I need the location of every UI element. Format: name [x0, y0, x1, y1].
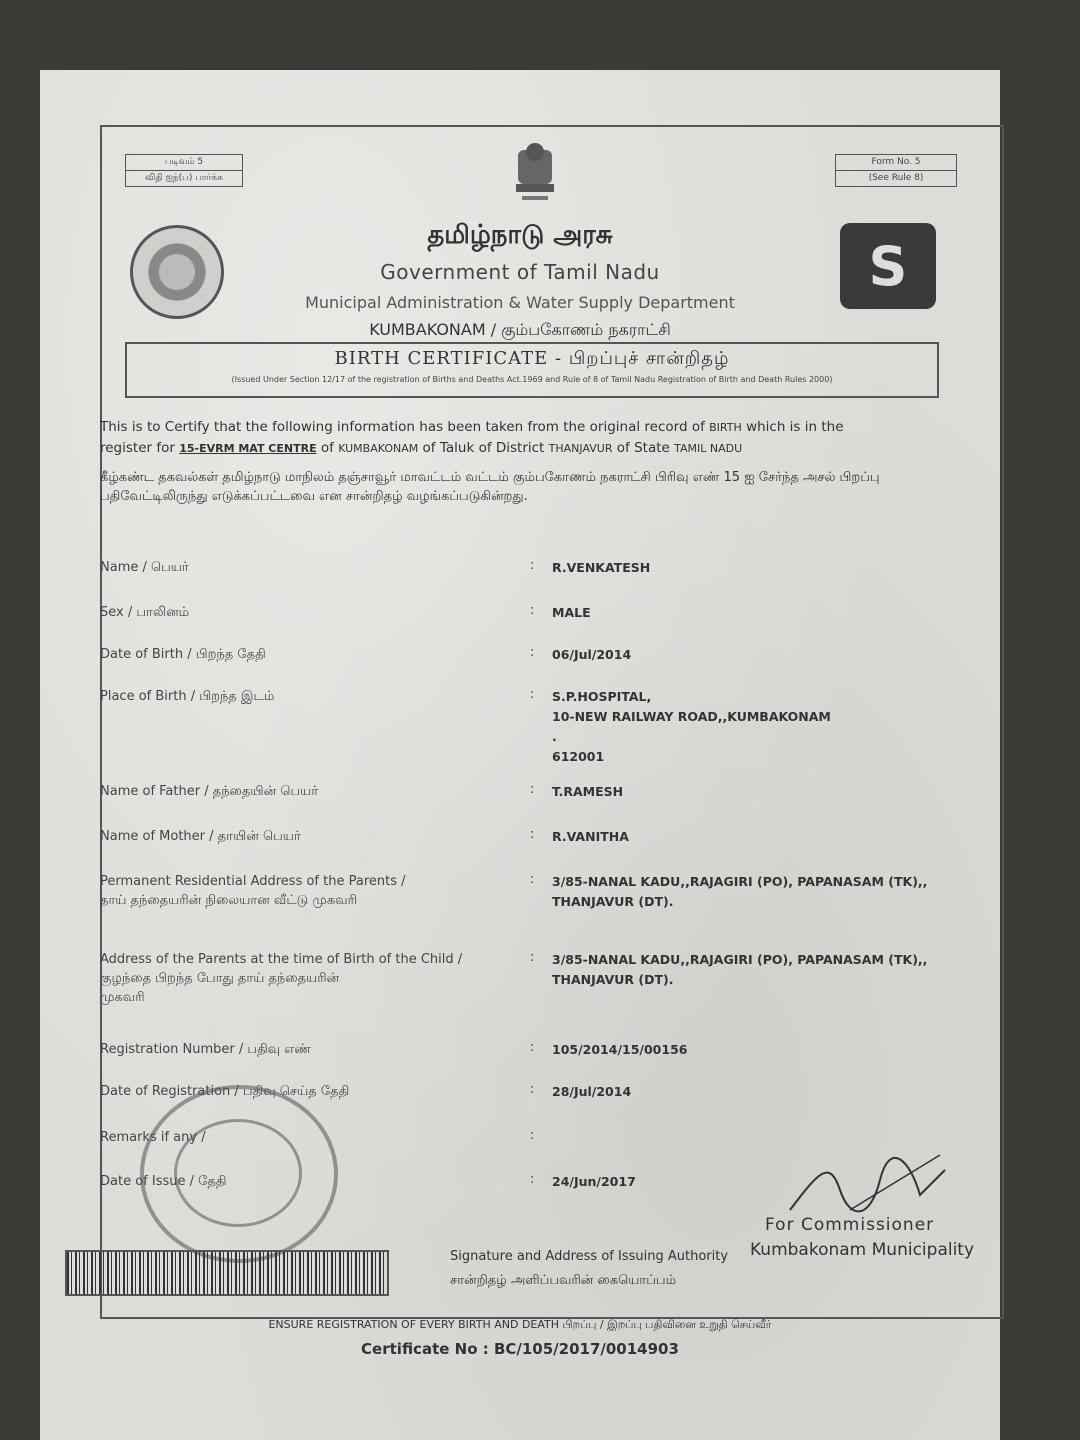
certificate-paper	[40, 70, 1000, 1440]
town: KUMBAKONAM	[338, 442, 419, 455]
field-colon: :	[530, 645, 535, 660]
field-value: 24/Jun/2017	[552, 1174, 636, 1189]
field-label: Registration Number / பதிவு எண்	[100, 1042, 311, 1057]
form-rule: (See Rule 8)	[868, 173, 924, 183]
district: THANJAVUR	[548, 442, 613, 455]
for-commissioner: For Commissioner	[765, 1215, 935, 1235]
field-value: S.P.HOSPITAL, 10-NEW RAILWAY ROAD,,KUMBAKONAM . 612001	[552, 689, 831, 764]
signature-icon	[780, 1150, 950, 1220]
field-colon: :	[530, 687, 535, 702]
municipal-department-logo: S	[840, 223, 936, 309]
register-centre: 15-EVRM MAT CENTRE	[179, 442, 317, 455]
certificate-title: BIRTH CERTIFICATE - பிறப்புச் சான்றிதழ்	[334, 348, 730, 369]
field-colon: :	[530, 1128, 535, 1143]
form-number: Form No. 5	[836, 155, 956, 171]
intro-text: of Taluk	[422, 440, 475, 456]
field-label: Date of Registration / பதிவு செய்த தேதி	[100, 1084, 350, 1099]
intro-text: of District	[478, 440, 545, 456]
barcode	[65, 1250, 389, 1296]
field-colon: :	[530, 872, 535, 887]
field-label: Place of Birth / பிறந்த இடம்	[100, 689, 275, 704]
issuing-municipality: Kumbakonam Municipality	[750, 1240, 975, 1260]
field-label: Name of Mother / தாயின் பெயர்	[100, 829, 301, 844]
intro-text: of	[320, 440, 334, 456]
municipal-council-stamp-icon	[140, 1085, 338, 1263]
header-tamil: தமிழ்நாடு அரசு	[427, 220, 613, 250]
field-colon: :	[530, 558, 535, 573]
intro-tamil: கீழ்கண்ட தகவல்கள் தமிழ்நாடு மாநிலம் தஞ்சாவூர் மாவட்டம் வட்டம் கும்பகோணம் நகராட்சி பிரிவு எண் 15 ஐ சேர்ந்த அசல் பிறப்பு பதிவேட்டிலிருந்து எடுக்கப்பட்டவை என சான்றிதழ் வழங்கப்படுகின்றது.	[100, 470, 880, 504]
field-colon: :	[530, 782, 535, 797]
field-value: 3/85-NANAL KADU,,RAJAGIRI (PO), PAPANASAM (TK),, THANJAVUR (DT).	[552, 874, 928, 909]
field-colon: :	[530, 827, 535, 842]
field-colon: :	[530, 1040, 535, 1055]
field-label: Date of Birth / பிறந்த தேதி	[100, 647, 266, 662]
field-label: Name of Father / தந்தையின் பெயர்	[100, 784, 319, 799]
header-department: Municipal Administration & Water Supply Department	[305, 293, 735, 312]
field-colon: :	[530, 950, 535, 965]
field-colon: :	[530, 1172, 535, 1187]
field-value: 3/85-NANAL KADU,,RAJAGIRI (PO), PAPANASAM (TK),, THANJAVUR (DT).	[552, 952, 928, 987]
field-label: Date of Issue / தேதி	[100, 1174, 227, 1189]
intro-english	[100, 417, 890, 459]
state: TAMIL NADU	[674, 442, 743, 455]
intro-text: which is in the register for	[100, 419, 844, 456]
field-label: Remarks if any /	[100, 1130, 206, 1145]
footer-ensure-registration: ENSURE REGISTRATION OF EVERY BIRTH AND DEATH பிறப்பு / இறப்பு பதிவினை உறுதி செய்வீர்	[268, 1318, 772, 1331]
certificate-title-box	[125, 342, 939, 398]
field-colon: :	[530, 1082, 535, 1097]
field-value: 105/2014/15/00156	[552, 1042, 688, 1057]
field-label: Sex / பாலினம்	[100, 605, 190, 620]
field-value: R.VENKATESH	[552, 560, 651, 575]
field-value: T.RAMESH	[552, 784, 624, 799]
certificate-subtitle: (Issued Under Section 12/17 of the registration of Births and Deaths Act.1969 and Rule of 8 of Tamil Nadu Registration of Birth and Death Rules 2000)	[231, 375, 833, 384]
record-type: BIRTH	[709, 421, 742, 434]
form-box-line: படிவம் 5	[126, 155, 242, 171]
signature-label: Signature and Address of Issuing Authority	[450, 1249, 729, 1264]
field-label: Permanent Residential Address of the Parents / தாய் தந்தையரின் நிலையான வீட்டு முகவரி	[100, 874, 406, 908]
signature-label-tamil: சான்றிதழ் அளிப்பவரின் கையொப்பம்	[450, 1273, 677, 1288]
field-value: 28/Jul/2014	[552, 1084, 632, 1099]
field-value: MALE	[552, 605, 591, 620]
signature-block	[450, 1245, 728, 1293]
intro-text: This is to Certify that the following information has been taken from the original record of	[100, 419, 705, 435]
header-municipality: KUMBAKONAM / கும்பகோணம் நகராட்சி	[369, 320, 671, 339]
certificate-number: Certificate No : BC/105/2017/0014903	[361, 1340, 679, 1358]
field-value: R.VANITHA	[552, 829, 629, 844]
field-colon: :	[530, 603, 535, 618]
form-box-line: விதி ஐந்(ப) பார்க்க	[145, 173, 223, 183]
intro-text: of State	[616, 440, 670, 456]
header-government: Government of Tamil Nadu	[380, 260, 660, 284]
field-value: 06/Jul/2014	[552, 647, 632, 662]
field-label: Name / பெயர்	[100, 560, 189, 575]
field-label: Address of the Parents at the time of Birth of the Child / குழந்தை பிறந்த போது தாய் தந்தையரின் முகவரி	[100, 952, 463, 1005]
